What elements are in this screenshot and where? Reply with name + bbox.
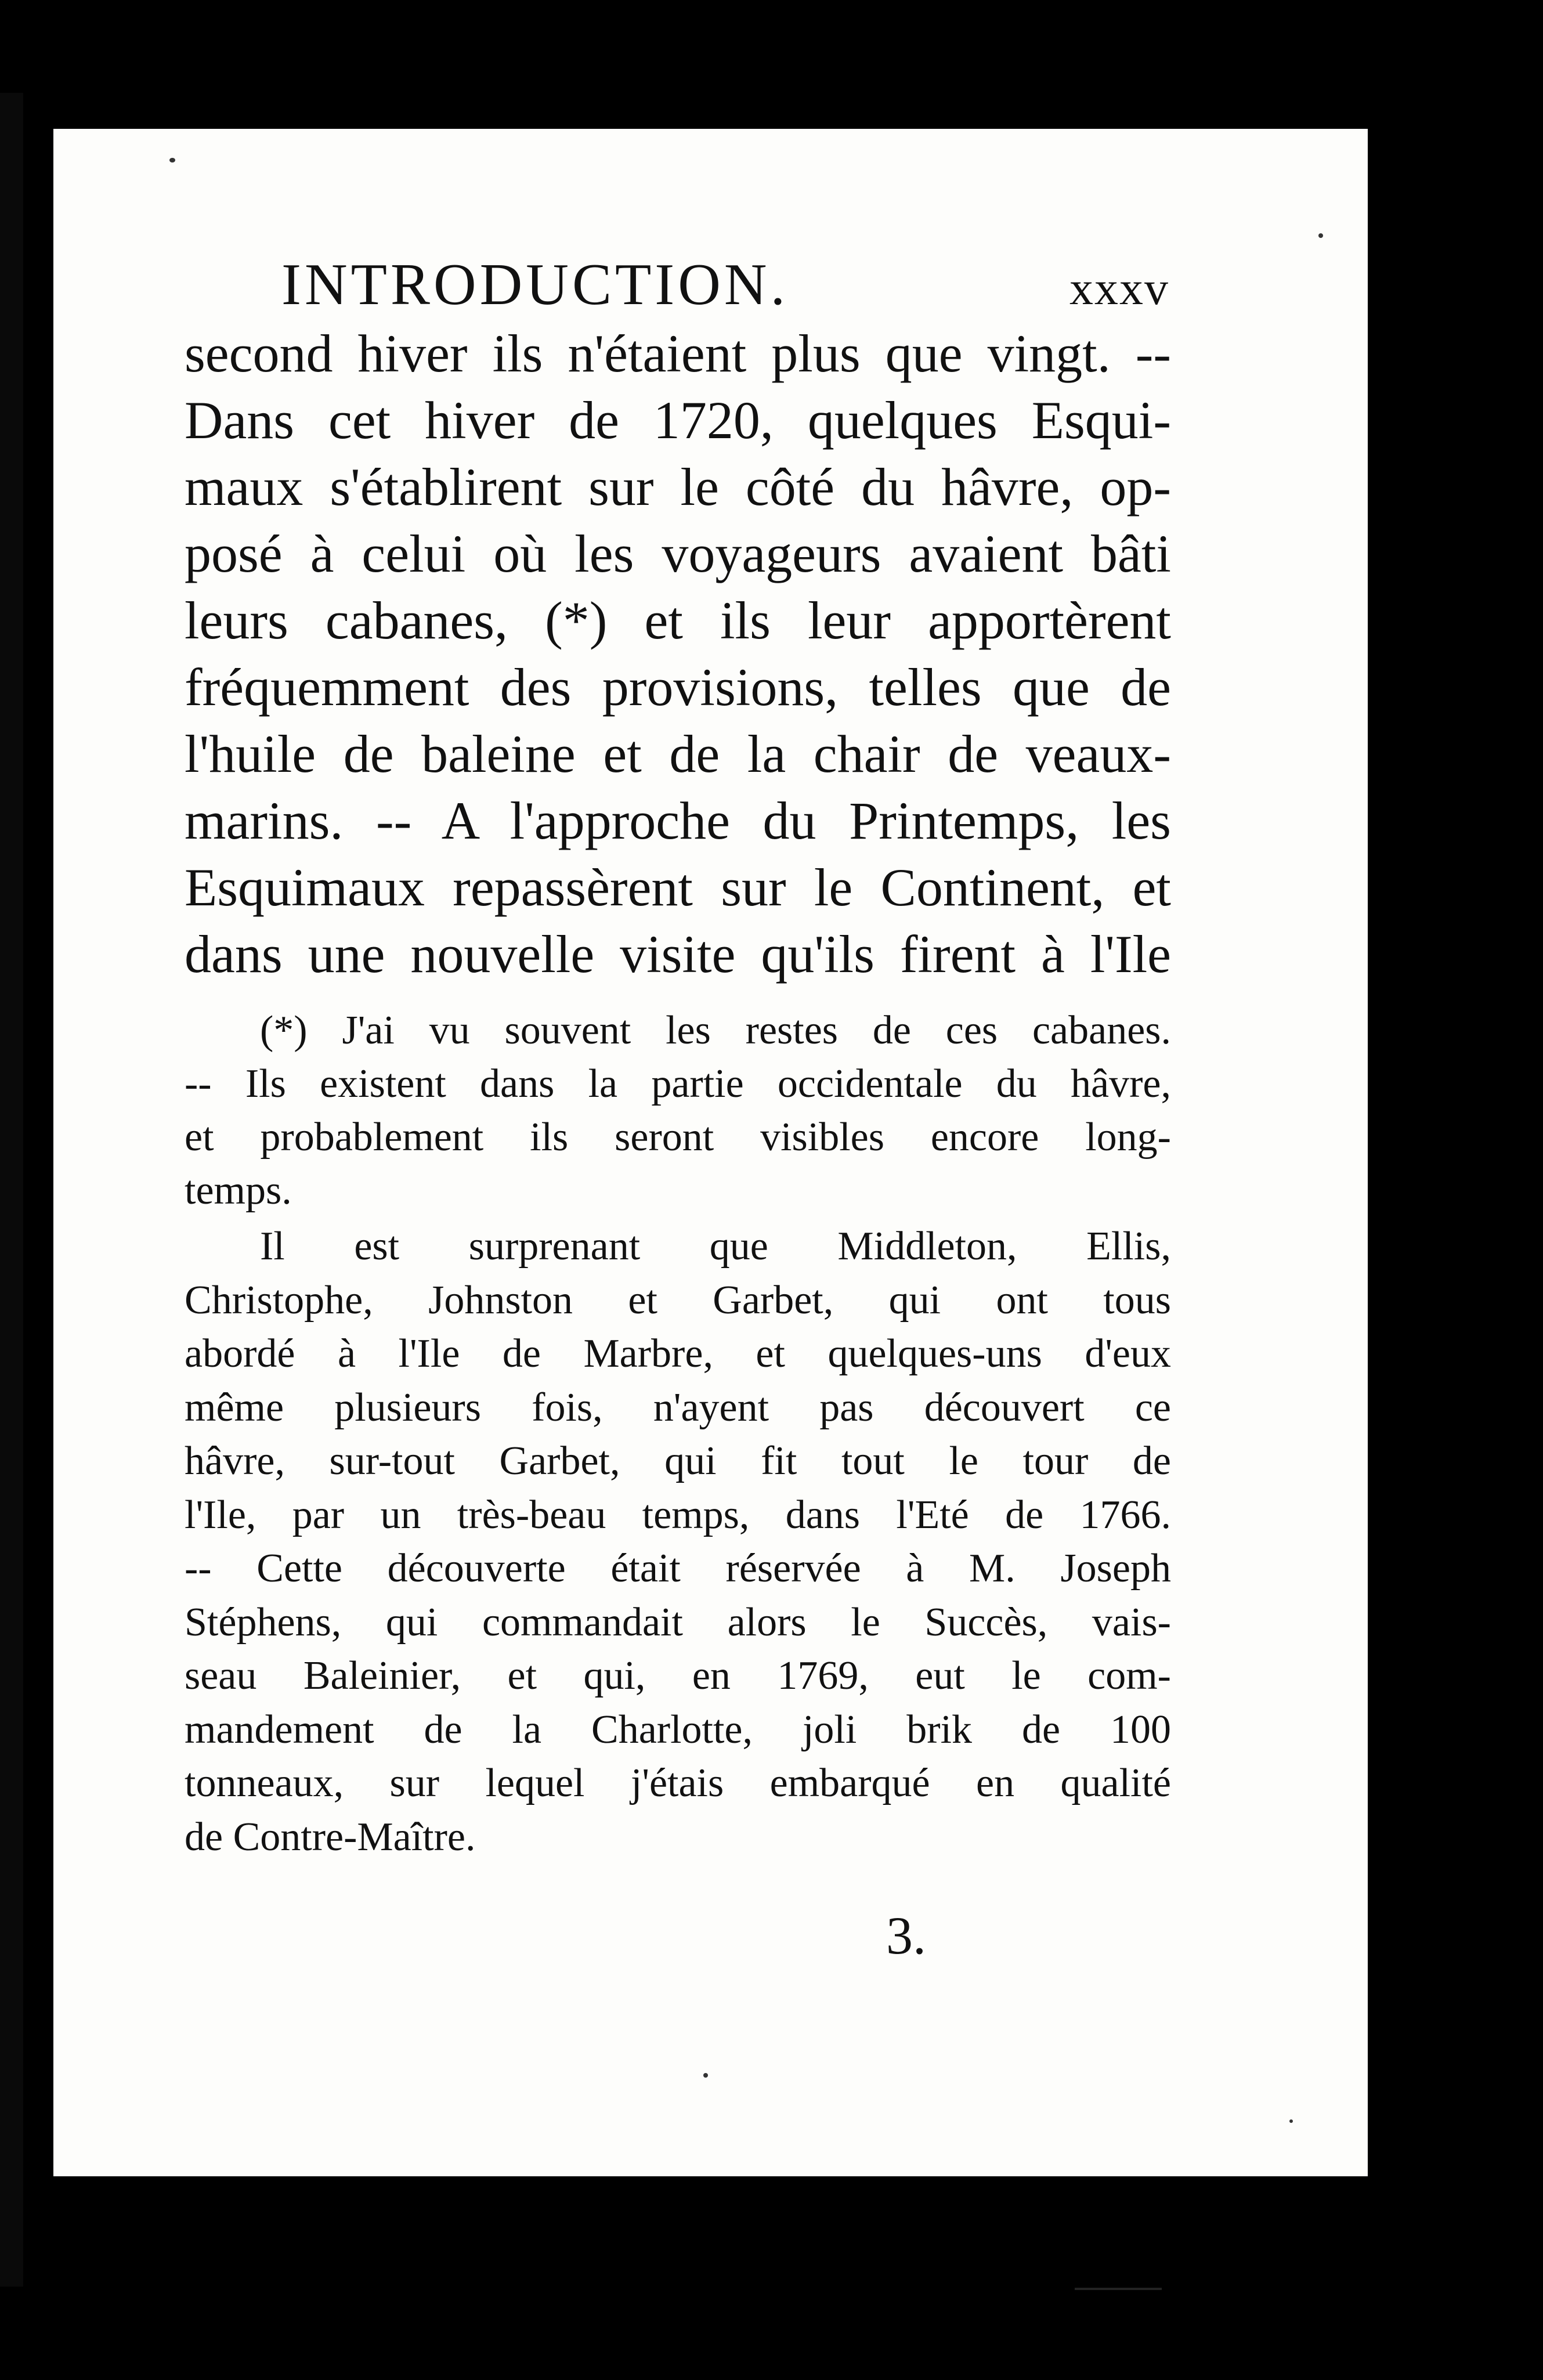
para-line: seau Baleinier, et qui, en 1769, eut le com- (185, 1653, 1171, 1698)
para-line: Stéphens, qui commandait alors le Succès, vais- (185, 1599, 1171, 1645)
para-line: abordé à l'Ile de Marbre, et quelques-uns d'eux (185, 1331, 1171, 1376)
page-number: xxxv (1069, 262, 1169, 315)
para-line: de Contre-Maître. (185, 1814, 476, 1859)
speck (1318, 233, 1323, 238)
text-line: Dans cet hiver de 1720, quelques Esqui- (185, 391, 1171, 450)
para-line: l'Ile, par un très-beau temps, dans l'Eté de 1766. (185, 1492, 1171, 1537)
text-line: Esquimaux repassèrent sur le Continent, et (185, 858, 1171, 917)
footnote-line: et probablement ils seront visibles encore long- (185, 1115, 1171, 1160)
text-line: dans une nouvelle visite qu'ils firent à l'Ile (185, 924, 1171, 984)
footnote-line: -- Ils existent dans la partie occidentale du hâvre, (185, 1061, 1171, 1106)
text-line: marins. -- A l'approche du Printemps, les (185, 791, 1171, 850)
text-line: posé à celui où les voyageurs avaient bâti (185, 524, 1171, 583)
footnote-line: temps. (185, 1168, 292, 1213)
text-line: maux s'établirent sur le côté du hâvre, op- (185, 457, 1171, 517)
para-line: mandement de la Charlotte, joli brik de 100 (185, 1707, 1171, 1752)
para-line: même plusieurs fois, n'ayent pas découvert ce (185, 1385, 1171, 1430)
text-line: second hiver ils n'étaient plus que vingt. -- (185, 324, 1171, 383)
speck (1289, 2119, 1293, 2123)
short-rule (1075, 2288, 1162, 2290)
signature-mark: 3. (886, 1906, 926, 1965)
speck (703, 2073, 708, 2078)
speck (169, 158, 175, 162)
text-line: leurs cabanes, (*) et ils leur apportèrent (185, 591, 1171, 650)
footnote-line: (*) J'ai vu souvent les restes de ces cabanes. (260, 1008, 1171, 1053)
para-line: hâvre, sur-tout Garbet, qui fit tout le tour de (185, 1439, 1171, 1483)
text-line: l'huile de baleine et de la chair de veaux- (185, 724, 1171, 783)
para-line: Christophe, Johnston et Garbet, qui ont tous (185, 1277, 1171, 1323)
running-header (281, 251, 1169, 315)
para-line: -- Cette découverte était réservée à M. Joseph (185, 1546, 1171, 1591)
book-page (53, 129, 1368, 2176)
header-title: INTRODUCTION. (281, 252, 789, 317)
text-line: fréquemment des provisions, telles que de (185, 658, 1171, 717)
para-line: Il est surprenant que Middleton, Ellis, (260, 1224, 1171, 1269)
para-line: tonneaux, sur lequel j'étais embarqué en qualité (185, 1761, 1171, 1805)
scan-left-edge (0, 93, 23, 2287)
